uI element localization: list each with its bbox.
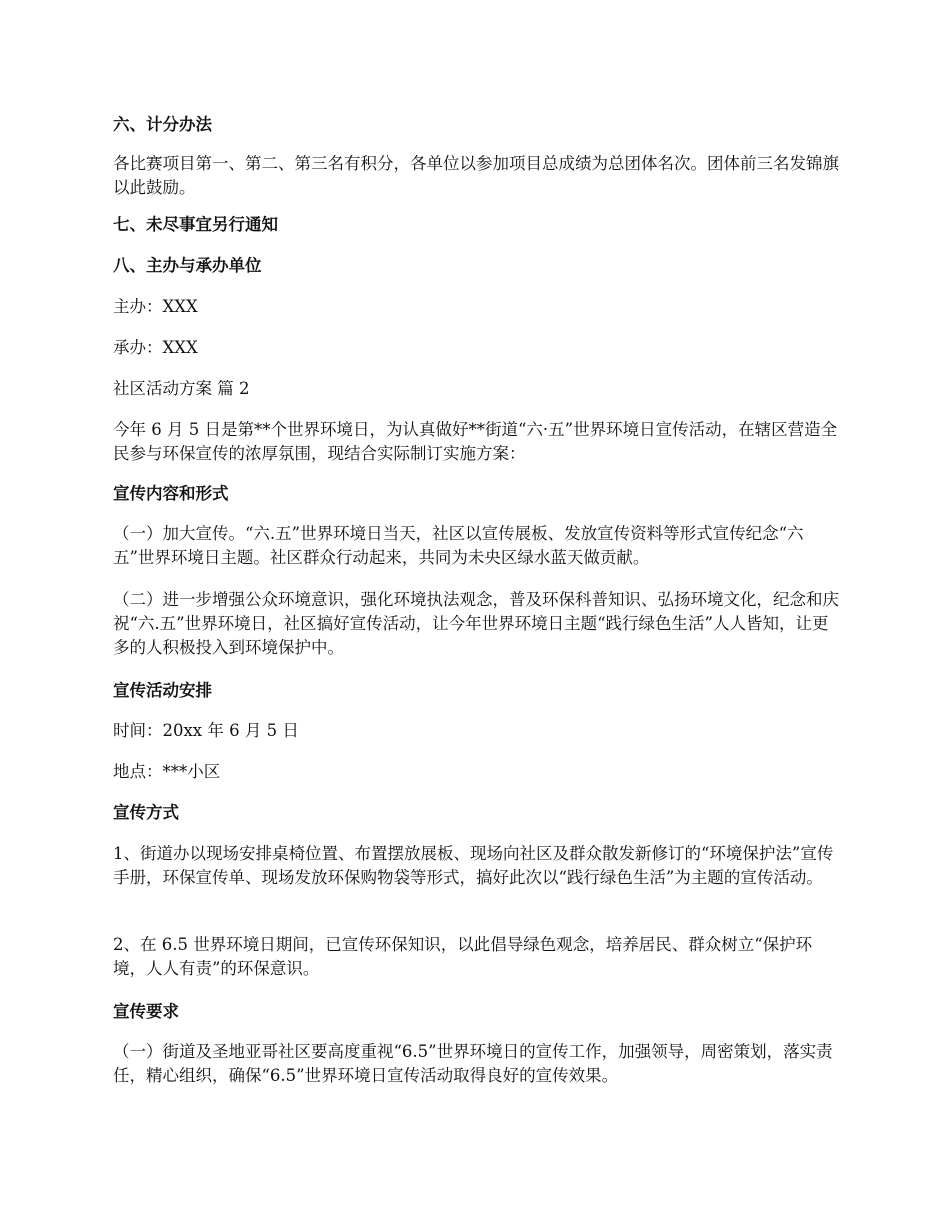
section-heading-requirements: 宣传要求 [113, 1002, 179, 1021]
time-line: 时间：20xx 年 6 月 5 日 [113, 721, 299, 740]
method-item-2: 2、在 6.5 世界环境日期间，已宣传环保知识，以此倡导绿色观念，培养居民、群众树立“保护环境，人人有责”的环保意识。 [113, 935, 813, 978]
section-heading-content: 宣传内容和形式 [113, 484, 229, 503]
place-line: 地点：***小区 [113, 762, 221, 781]
organizer-line: 承办：XXX [113, 338, 198, 357]
section-heading-organizers: 八、主办与承办单位 [113, 256, 262, 275]
section-heading-scoring: 六、计分办法 [113, 115, 212, 134]
content-item-2: （二）进一步增强公众环境意识，强化环境执法观念，普及环保科普知识、弘扬环境文化，纪念和庆祝“六.五”世界环境日，社区搞好宣传活动，让今年世界环境日主题“践行绿色生活”人人皆知，让更多的人积极投入到环境保护中。 [113, 590, 839, 657]
section-heading-method: 宣传方式 [113, 803, 179, 822]
section-heading-other-matters: 七、未尽事宜另行通知 [113, 215, 278, 234]
host-line: 主办：XXX [113, 297, 198, 316]
method-item-1: 1、街道办以现场安排桌椅位置、布置摆放展板、现场向社区及群众散发新修订的“环境保护法”宣传手册，环保宣传单、现场发放环保购物袋等形式，搞好此次以“践行绿色生活”为主题的宣传活动。 [113, 844, 834, 887]
plan-title: 社区活动方案 篇 2 [113, 379, 250, 398]
intro-paragraph: 今年 6 月 5 日是第**个世界环境日，为认真做好**街道“六·五”世界环境日宣传活动，在辖区营造全民参与环保宣传的浓厚氛围，现结合实际制订实施方案： [113, 420, 838, 463]
section-heading-schedule: 宣传活动安排 [113, 681, 212, 700]
content-item-1: （一）加大宣传。“六.五”世界环境日当天，社区以宣传展板、发放宣传资料等形式宣传纪念“六五”世界环境日主题。社区群众行动起来，共同为未央区绿水蓝天做贡献。 [113, 524, 804, 567]
requirement-item-1: （一）街道及圣地亚哥社区要高度重视“6.5”世界环境日的宣传工作，加强领导，周密策划，落实责任，精心组织，确保“6.5”世界环境日宣传活动取得良好的宣传效果。 [113, 1042, 833, 1085]
paragraph-scoring: 各比赛项目第一、第二、第三名有积分，各单位以参加项目总成绩为总团体名次。团体前三名发锦旗以此鼓励。 [113, 154, 839, 197]
